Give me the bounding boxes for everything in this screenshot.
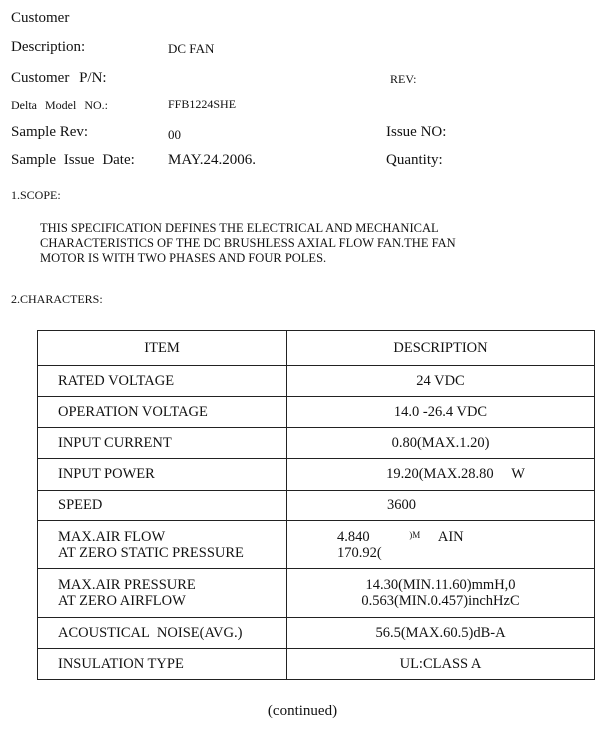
table-row xyxy=(38,428,595,459)
description-cell: 24 VDC xyxy=(287,366,595,397)
item-line: AT ZERO AIRFLOW xyxy=(58,593,186,609)
characters-table xyxy=(37,330,595,680)
air-flow-unit-sup: )M xyxy=(409,529,421,540)
description-line: 14.30(MIN.11.60)mmH,0 xyxy=(365,577,516,593)
quantity-label: Quantity: xyxy=(386,152,443,168)
sample-issue-date-label: Sample Issue Date: xyxy=(11,152,135,168)
table-header-row xyxy=(38,331,595,366)
description-cell: UL:CLASS A xyxy=(287,649,595,680)
sample-rev-value: 00 xyxy=(168,127,181,142)
table-row xyxy=(38,366,595,397)
column-header-description: DESCRIPTION xyxy=(287,331,595,366)
rev-label: REV: xyxy=(390,72,417,86)
table-row xyxy=(38,521,595,569)
item-line: MAX.AIR PRESSURE xyxy=(58,577,196,593)
item-cell: INPUT CURRENT xyxy=(38,428,287,459)
input-power-value: 19.20(MAX.28.80 xyxy=(386,466,494,482)
table-row xyxy=(38,491,595,521)
description-cell xyxy=(287,569,595,618)
item-cell xyxy=(38,569,287,618)
scope-line: MOTOR IS WITH TWO PHASES AND FOUR POLES. xyxy=(40,251,327,265)
input-power-unit: W xyxy=(511,466,525,482)
customer-pn-label: Customer P/N: xyxy=(11,70,107,86)
description-line: 170.92( xyxy=(337,544,382,561)
description-line xyxy=(337,529,594,545)
customer-label: Customer xyxy=(11,10,70,26)
table-row xyxy=(38,459,595,491)
sample-issue-date-value: MAY.24.2006. xyxy=(168,152,256,168)
description-cell xyxy=(287,521,595,569)
description-cell: 0.80(MAX.1.20) xyxy=(287,428,595,459)
characters-heading: 2.CHARACTERS: xyxy=(11,292,103,306)
model-label: Delta Model NO.: xyxy=(11,98,108,112)
scope-text xyxy=(40,221,560,266)
table-row xyxy=(38,649,595,680)
item-cell: SPEED xyxy=(38,491,287,521)
issue-no-label: Issue NO: xyxy=(386,124,447,140)
air-flow-value: 4.840 xyxy=(337,528,370,545)
sample-rev-label: Sample Rev: xyxy=(11,124,89,140)
item-cell: INSULATION TYPE xyxy=(38,649,287,680)
table-row xyxy=(38,569,595,618)
item-cell: ACOUSTICAL NOISE(AVG.) xyxy=(38,618,287,649)
description-cell: 3600 xyxy=(287,491,595,521)
item-cell xyxy=(38,521,287,569)
description-label: Description: xyxy=(11,39,86,55)
scope-line: THIS SPECIFICATION DEFINES THE ELECTRICAL AND MECHANICAL xyxy=(40,221,439,235)
description-cell: 14.0 -26.4 VDC xyxy=(287,397,595,428)
description-cell xyxy=(287,459,595,491)
description-cell: 56.5(MAX.60.5)dB-A xyxy=(287,618,595,649)
table-row xyxy=(38,618,595,649)
item-cell: OPERATION VOLTAGE xyxy=(38,397,287,428)
table-row xyxy=(38,397,595,428)
continued-note: (continued) xyxy=(267,703,338,719)
scope-line: CHARACTERISTICS OF THE DC BRUSHLESS AXIAL FLOW FAN.THE FAN xyxy=(40,236,456,250)
description-line: 0.563(MIN.0.457)inchHzC xyxy=(361,593,520,609)
description-value: DC FAN xyxy=(168,41,215,56)
air-flow-unit: AIN xyxy=(437,528,464,545)
model-value: FFB1224SHE xyxy=(168,97,237,111)
item-cell: RATED VOLTAGE xyxy=(38,366,287,397)
scope-heading: 1.SCOPE: xyxy=(11,188,61,202)
item-line: MAX.AIR FLOW xyxy=(58,528,166,545)
item-line: AT ZERO STATIC PRESSURE xyxy=(58,544,244,561)
item-cell: INPUT POWER xyxy=(38,459,287,491)
column-header-item: ITEM xyxy=(38,331,287,366)
